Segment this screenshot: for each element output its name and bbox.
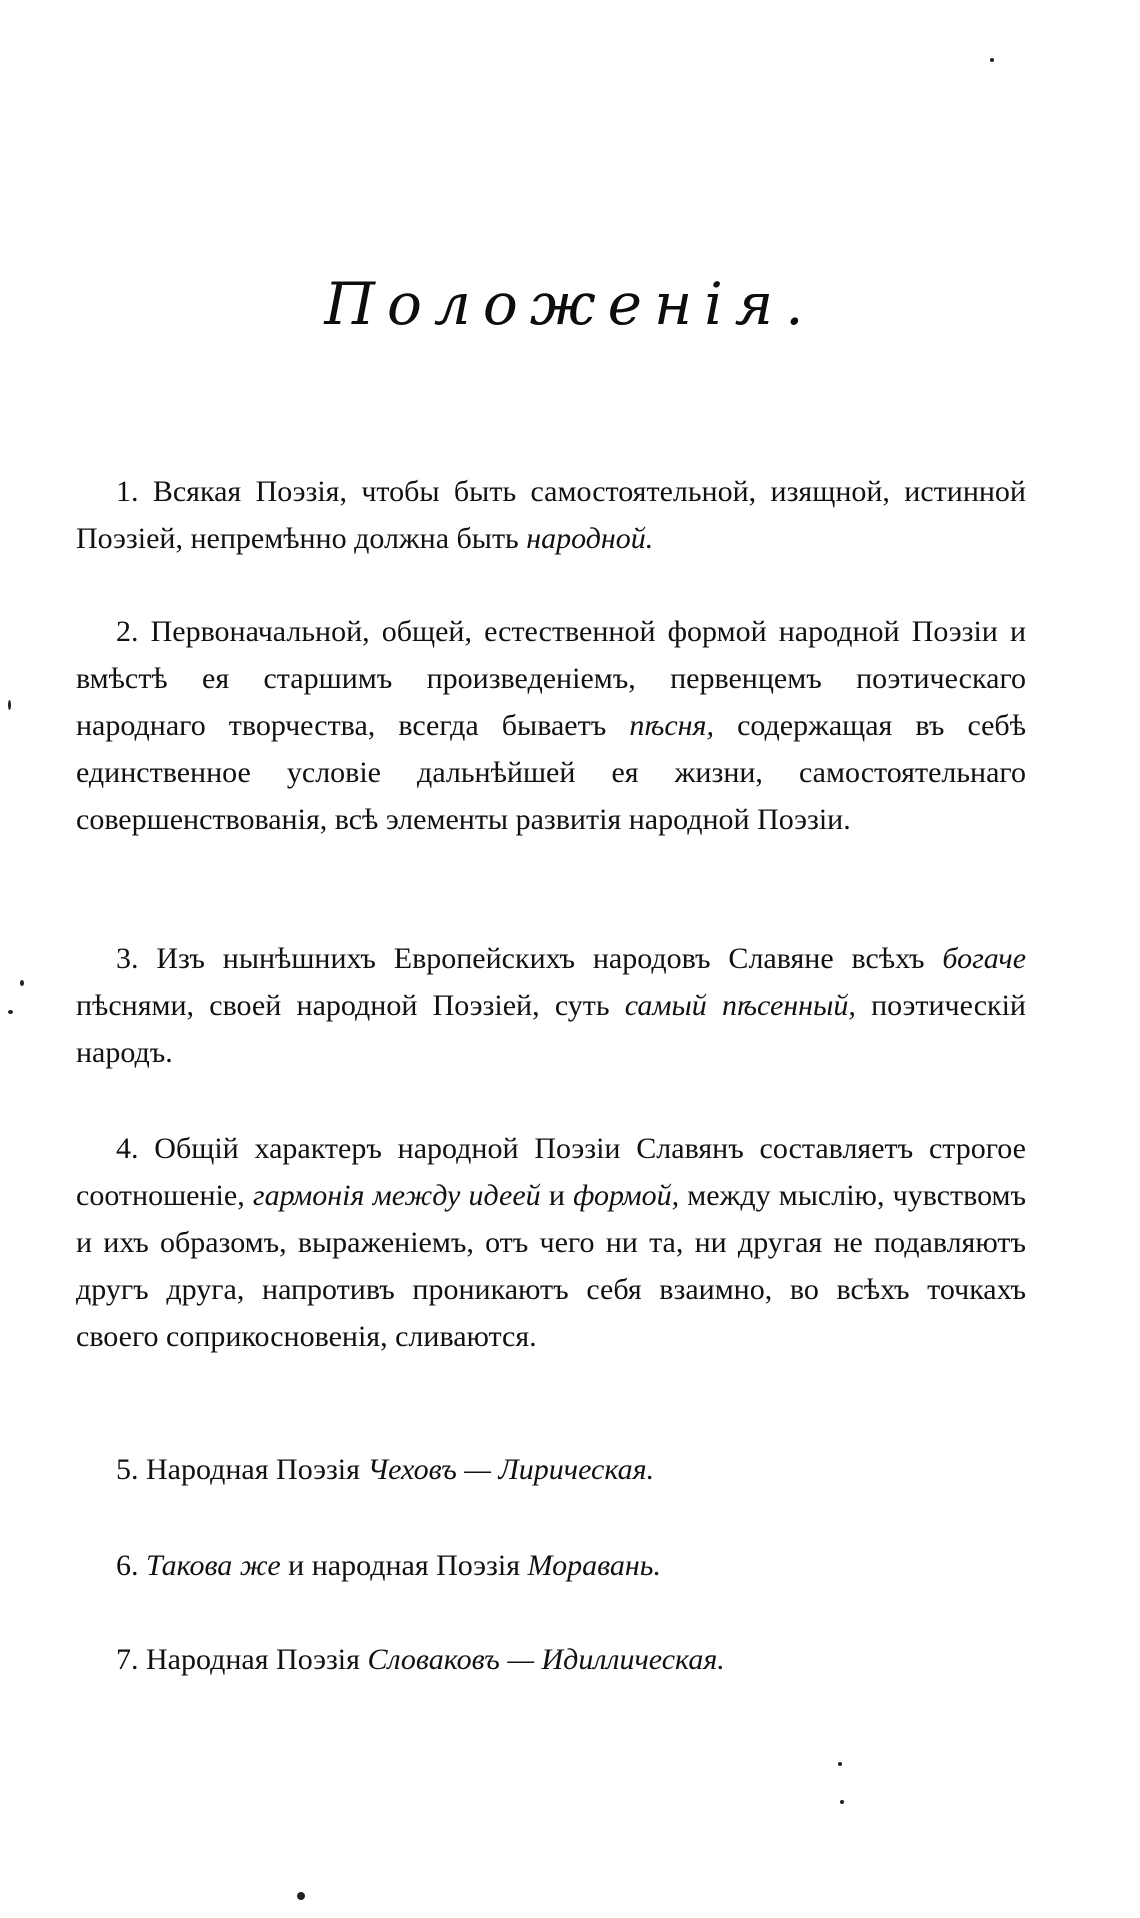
body-text: между мыслію, чувствомъ и ихъ образомъ, выраженіемъ, отъ чего ни та, ни другая не подавляютъ другъ друга, напротивъ проникаютъ себя взаимно, во всѣхъ точкахъ своего соприкосновенія, сливаются. [76, 1179, 1026, 1353]
thesis-6 [116, 1542, 661, 1589]
body-text [139, 1549, 147, 1582]
scan-speck [20, 980, 24, 986]
thesis-number: 1. [116, 475, 153, 508]
body-text: Общій характеръ народной Поэзіи Славянъ составляетъ строгое соотношеніе, [76, 1132, 1026, 1212]
emphasized-text: народной. [526, 522, 654, 555]
body-text: и [540, 1179, 574, 1212]
scan-speck [297, 1892, 305, 1900]
emphasized-text: самый пѣсенный, [624, 989, 856, 1022]
body-text: Изъ нынѣшнихъ Европейскихъ народовъ Славяне всѣхъ [156, 942, 943, 975]
body-text: пѣснями, своей народной Поэзіей, суть [76, 989, 625, 1022]
thesis-number: 5. [116, 1453, 139, 1486]
thesis-5 [116, 1446, 654, 1493]
thesis-2 [76, 608, 1026, 843]
thesis-4 [76, 1125, 1026, 1360]
thesis-3 [76, 935, 1026, 1076]
emphasized-text: гармонія между идеей [252, 1179, 541, 1212]
scan-speck [8, 1010, 13, 1014]
thesis-number: 2. [116, 615, 151, 648]
thesis-number: 6. [116, 1549, 139, 1582]
scan-speck [8, 700, 11, 710]
emphasized-text: Моравань. [527, 1549, 661, 1582]
scan-speck [838, 1762, 842, 1766]
thesis-number: 3. [116, 942, 157, 975]
page-title: Положенія. [324, 270, 816, 338]
thesis-7 [116, 1636, 725, 1683]
scan-speck [840, 1800, 844, 1804]
body-text: и народная Поэзія [280, 1549, 528, 1582]
body-text: Первоначальной, общей, естественной формой народной Поэзіи и вмѣстѣ ея старшимъ произведеніемъ, первенцемъ поэтическаго народнаго творчества, всегда бываетъ [76, 615, 1027, 742]
emphasized-text: формой, [573, 1179, 680, 1212]
thesis-number: 4. [116, 1132, 155, 1165]
thesis-1 [76, 468, 1026, 562]
emphasized-text: пѣсня, [629, 709, 714, 742]
body-text: Народная Поэзія [138, 1453, 368, 1486]
body-text: содержащая въ себѣ единственное условіе дальнѣйшей ея жизни, самостоятельнаго совершенствованія, всѣ элементы развитія народной Поэзіи. [76, 709, 1026, 836]
scan-speck [990, 58, 994, 62]
emphasized-text: богаче [942, 942, 1027, 975]
emphasized-text: Словаковъ — Идиллическая. [367, 1643, 725, 1676]
body-text: Народная Поэзія [138, 1643, 368, 1676]
emphasized-text: Чеховъ — Лирическая. [367, 1453, 655, 1486]
thesis-number: 7. [116, 1643, 139, 1676]
body-text: Всякая Поэзія, чтобы быть самостоятельной, изящной, истинной Поэзіей, непремѣнно должна быть [76, 475, 1026, 555]
emphasized-text: Такова же [146, 1549, 281, 1582]
body-text: поэтическій народъ. [76, 989, 1026, 1069]
